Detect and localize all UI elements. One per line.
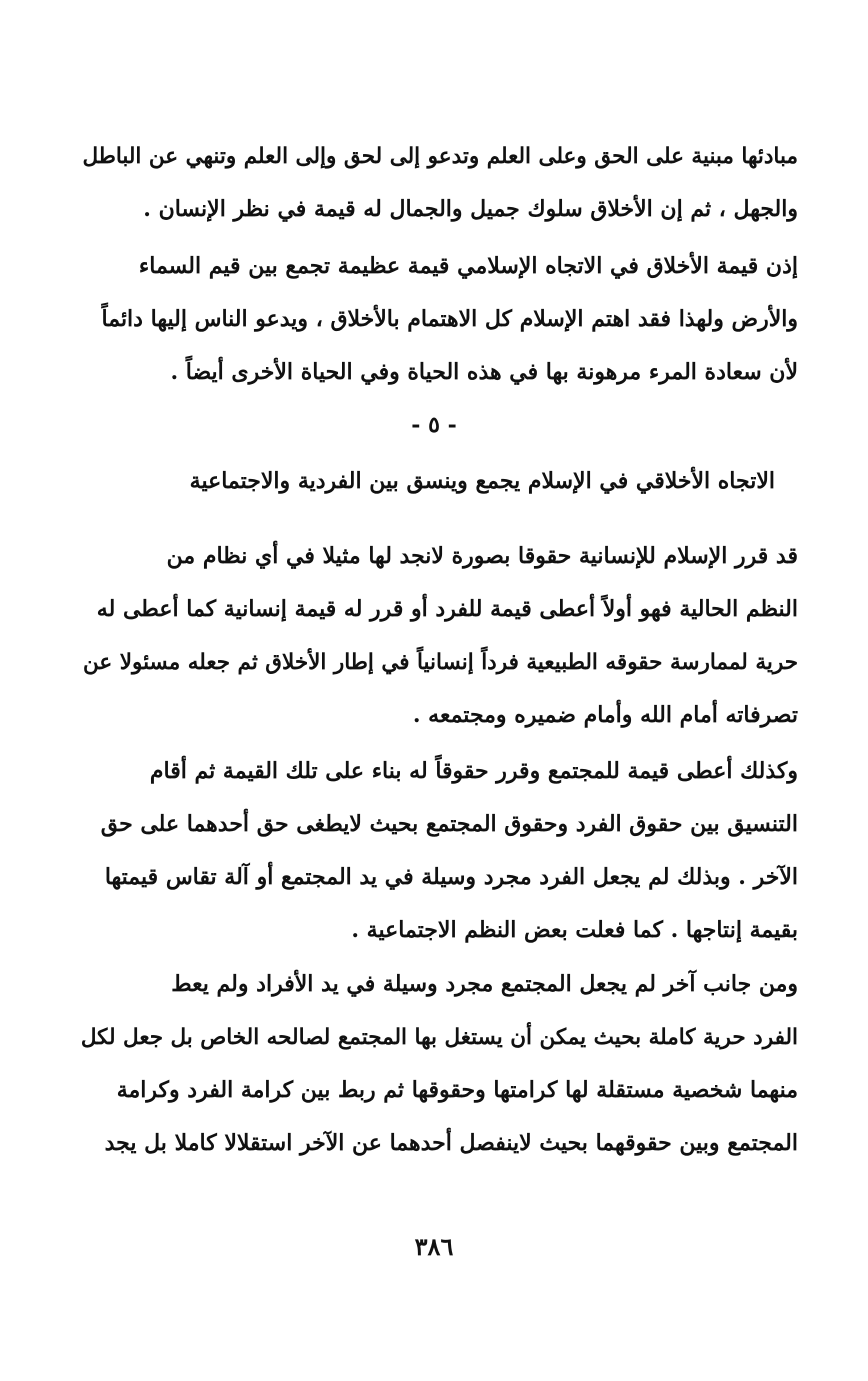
paragraph-line: بقيمة إنتاجها . كما فعلت بعض النظم الاجتماعية . — [351, 917, 798, 943]
paragraph-line: لأن سعادة المرء مرهونة بها في هذه الحياة وفي الحياة الأخرى أيضاً . — [170, 359, 798, 385]
paragraph-line: مبادئها مبنية على الحق وعلى العلم وتدعو إلى لحق وإلى العلم وتنهي عن الباطل — [82, 144, 798, 169]
section-separator: - ٥ - — [411, 412, 457, 438]
paragraph-line: والأرض ولهذا فقد اهتم الإسلام كل الاهتمام بالأخلاق ، ويدعو الناس إليها دائماً — [101, 306, 798, 332]
paragraph-line: التنسيق بين حقوق الفرد وحقوق المجتمع بحيث لايطغى حق أحدهما على حق — [100, 811, 798, 837]
paragraph-line: ومن جانب آخر لم يجعل المجتمع مجرد وسيلة في يد الأفراد ولم يعط — [171, 971, 798, 997]
paragraph-line: والجهل ، ثم إن الأخلاق سلوك جميل والجمال له قيمة في نظر الإنسان . — [143, 196, 798, 222]
paragraph-line: الآخر . وبذلك لم يجعل الفرد مجرد وسيلة في يد المجتمع أو آلة تقاس قيمتها — [104, 864, 798, 890]
paragraph-line: حرية لممارسة حقوقه الطبيعية فرداً إنسانياً في إطار الأخلاق ثم جعله مسئولا عن — [83, 650, 798, 675]
paragraph-4 — [70, 745, 798, 957]
paragraph-line: الفرد حرية كاملة بحيث يمكن أن يستغل بها المجتمع لصالحه الخاص بل جعل لكل — [80, 1025, 798, 1050]
section-heading: الاتجاه الأخلاقي في الإسلام يجمع وينسق بين الفردية والاجتماعية — [189, 468, 775, 494]
paragraph-line: المجتمع وبين حقوقهما بحيث لاينفصل أحدهما عن الآخر استقلالا كاملا بل يجد — [104, 1130, 798, 1156]
paragraph-line: إذن قيمة الأخلاق في الاتجاه الإسلامي قيمة عظيمة تجمع بين قيم السماء — [138, 253, 798, 279]
paragraph-line: قد قرر الإسلام للإنسانية حقوقا بصورة لانجد لها مثيلا في أي نظام من — [166, 543, 798, 569]
paragraph-5 — [70, 958, 798, 1170]
paragraph-1 — [70, 130, 798, 236]
paragraph-line: النظم الحالية فهو أولاً أعطى قيمة للفرد أو قرر له قيمة إنسانية كما أعطى له — [96, 596, 798, 622]
paragraph-line: وكذلك أعطى قيمة للمجتمع وقرر حقوقاً له بناء على تلك القيمة ثم أقام — [149, 758, 798, 784]
paragraph-3 — [70, 530, 798, 742]
page-number: ٣٨٦ — [414, 1232, 454, 1261]
paragraph-line: تصرفاته أمام الله وأمام ضميره ومجتمعه . — [412, 702, 798, 728]
paragraph-line: منهما شخصية مستقلة لها كرامتها وحقوقها ثم ربط بين كرامة الفرد وكرامة — [116, 1077, 798, 1103]
paragraph-2 — [70, 240, 798, 399]
